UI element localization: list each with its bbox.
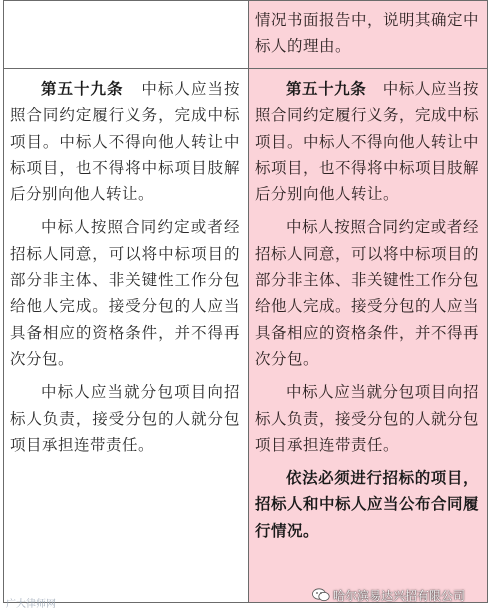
watermark-left: 广大律师网 <box>6 599 56 610</box>
watermark-right <box>312 585 465 605</box>
left-paragraph-1-text: 中标人应当按照合同约定履行义务，完成中标项目。中标人不得向他人转让中标项目，也不得将中标项目肢解后分别向他人转让。 <box>10 80 240 204</box>
left-paragraph-1 <box>10 76 240 207</box>
right-paragraph-4-added: 依法必须进行招标的项目，招标人和中标人应当公布合同履行情况。 <box>255 469 480 540</box>
right-paragraph-2: 中标人按照合同约定或者经招标人同意，可以将中标项目的部分非主体、非关键性工作分包给他人完成。接受分包的人应当具备相应的资格条件，并不得再次分包。 <box>255 218 480 368</box>
table-row-top <box>4 1 488 69</box>
comparison-table <box>3 0 488 603</box>
left-cell-article <box>4 69 249 603</box>
right-cell-article <box>249 69 488 603</box>
left-article-number: 第五十九条 <box>41 80 124 98</box>
right-cell-top <box>249 1 488 69</box>
left-paragraph-3: 中标人应当就分包项目向招标人负责，接受分包的人就分包项目承担连带责任。 <box>10 383 240 454</box>
right-paragraph-1-text: 中标人应当按照合同约定履行义务，完成中标项目。中标人不得向他人转让中标项目，也不得将中标项目肢解后分别向他人转让。 <box>255 80 480 204</box>
left-cell-top <box>4 1 249 69</box>
wechat-icon <box>312 588 330 602</box>
right-article-number: 第五十九条 <box>286 80 367 98</box>
left-paragraph-2: 中标人按照合同约定或者经招标人同意，可以将中标项目的部分非主体、非关键性工作分包给他人完成。接受分包的人应当具备相应的资格条件，并不得再次分包。 <box>10 218 240 368</box>
table-row-article-59 <box>4 69 488 603</box>
right-paragraph-3: 中标人应当就分包项目向招标人负责，接受分包的人就分包项目承担连带责任。 <box>255 383 480 454</box>
watermark-right-text: 哈尔滨易达兴招有限公司 <box>333 588 466 603</box>
right-top-text: 情况书面报告中，说明其确定中标人的理由。 <box>255 11 480 56</box>
right-paragraph-1 <box>255 76 479 207</box>
